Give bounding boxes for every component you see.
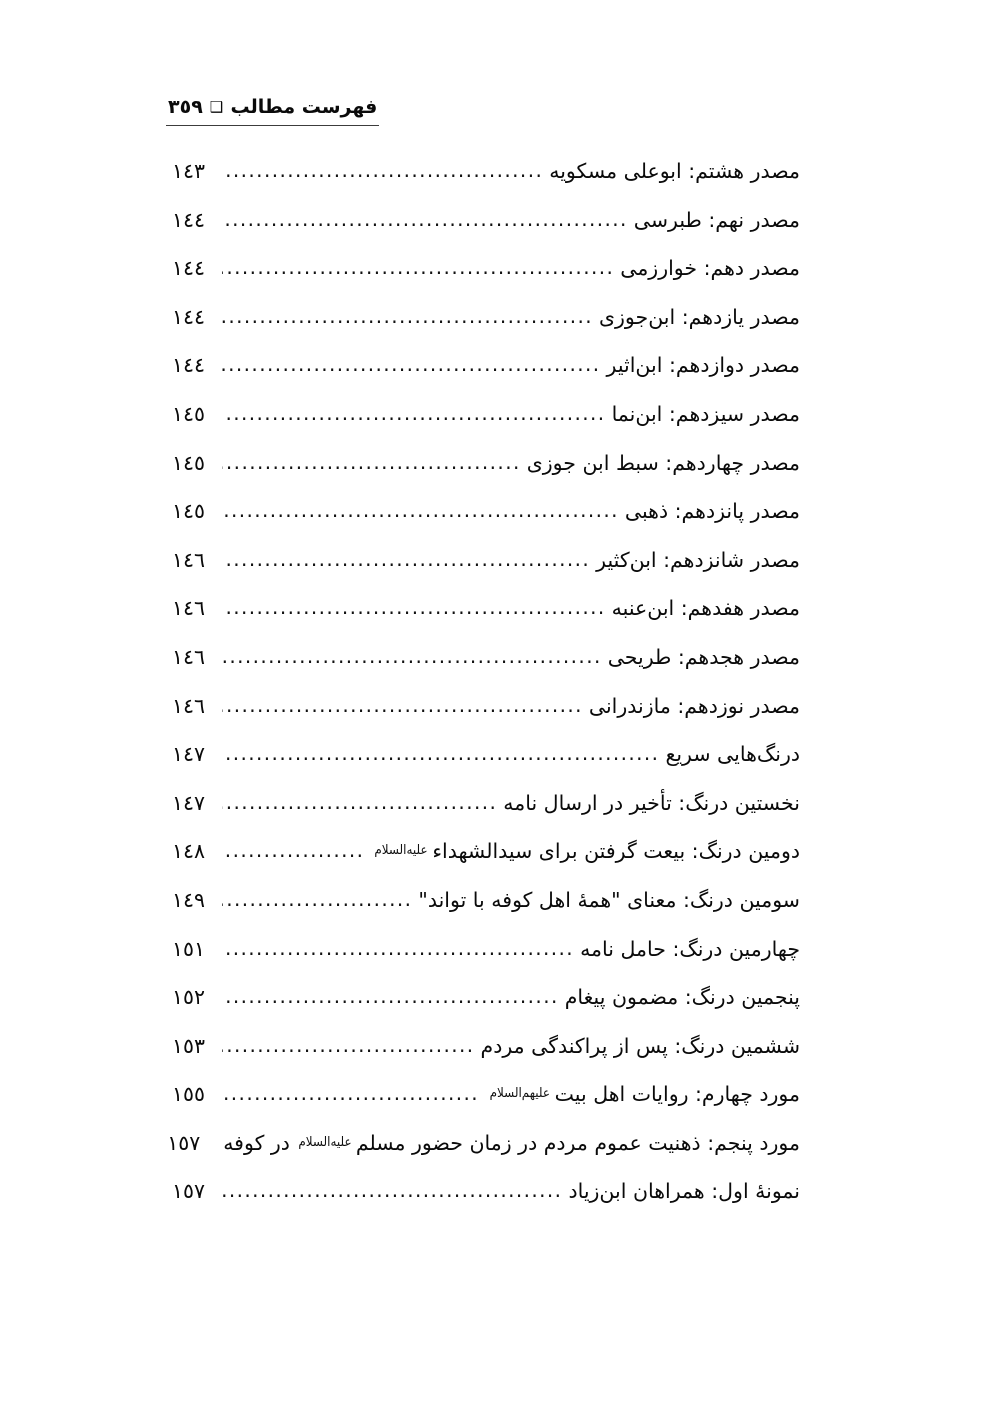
toc-entry-title: چهارمین درنگ: حامل نامه <box>580 936 800 961</box>
toc-dot-leader <box>222 886 412 913</box>
toc-entry-page-number: ١٤٤ <box>172 256 206 281</box>
toc-entry-page-number: ١٤٦ <box>172 644 206 669</box>
toc-entry-title: دومین درنگ: بیعت گرفتن برای سیدالشهداء <box>432 839 800 864</box>
toc-entry[interactable] <box>172 450 800 499</box>
toc-entry-title: مصدر پانزدهم: ذهبی <box>624 499 800 524</box>
honorific-icon: علیه‌السلام <box>298 1134 352 1150</box>
toc-dot-leader <box>222 1177 562 1204</box>
toc-entry-page-number: ١٤٦ <box>172 596 206 621</box>
toc-entry-page-number: ١٤٣ <box>172 159 206 183</box>
toc-dot-leader <box>222 594 606 621</box>
toc-entry-title: مصدر چهاردهم: سبط ابن جوزی <box>526 450 800 475</box>
toc-entry-page-number: ١٤٤ <box>172 353 206 378</box>
toc-entry-title: سومین درنگ: معنای "همهٔ اهل کوفه با تواند" <box>418 887 800 912</box>
toc-entry[interactable] <box>172 352 800 401</box>
toc-entry[interactable] <box>172 547 800 596</box>
toc-entry[interactable] <box>172 304 800 353</box>
toc-entry-page-number: ١٥٥ <box>172 1082 206 1107</box>
toc-entry-title-tail: در کوفه <box>223 1130 290 1155</box>
toc-entry[interactable] <box>172 1081 800 1130</box>
toc-dot-leader <box>222 157 543 184</box>
toc-dot-leader <box>222 789 497 816</box>
toc-entry-title: مورد پنجم: ذهنیت عموم مردم در زمان حضور مسلم <box>355 1130 800 1155</box>
toc-entry-title: مصدر نوزدهم: مازندرانی <box>588 693 800 718</box>
toc-entry[interactable] <box>172 887 800 936</box>
toc-entry-title: نخستین درنگ: تأخیر در ارسال نامه <box>503 790 800 815</box>
table-of-contents <box>167 158 800 1227</box>
toc-entry[interactable] <box>172 790 800 839</box>
toc-entry-page-number: ١٤٥ <box>172 401 206 426</box>
honorific-icon: علیهم‌السلام <box>489 1086 551 1102</box>
toc-dot-leader <box>222 692 583 719</box>
toc-entry-page-number: ١٥٣ <box>172 1033 206 1058</box>
toc-dot-leader <box>222 740 659 767</box>
toc-dot-leader <box>222 1080 479 1107</box>
toc-entry-title: نمونهٔ اول: همراهان ابن‌زیاد <box>568 1179 800 1204</box>
toc-dot-leader <box>222 206 628 233</box>
toc-dot-leader <box>222 400 606 427</box>
toc-entry[interactable] <box>172 644 800 693</box>
toc-entry[interactable] <box>172 936 800 985</box>
toc-entry-title: پنجمین درنگ: مضمون پیغام <box>564 985 800 1010</box>
toc-entry-title: مصدر هفدهم: ابن‌عنبه <box>611 596 800 621</box>
toc-entry[interactable] <box>172 984 800 1033</box>
toc-entry[interactable] <box>172 401 800 450</box>
toc-entry-page-number: ١٤٧ <box>172 742 206 767</box>
toc-entry[interactable] <box>172 498 800 547</box>
toc-entry[interactable] <box>172 595 800 644</box>
toc-entry-page-number: ١٥٧ <box>167 1130 201 1155</box>
toc-entry-title: درنگ‌هایی سریع <box>665 742 800 767</box>
toc-entry[interactable] <box>172 158 800 207</box>
toc-dot-leader <box>222 351 601 378</box>
toc-entry[interactable] <box>172 1178 800 1227</box>
toc-entry[interactable] <box>172 741 800 790</box>
toc-dot-leader <box>222 546 590 573</box>
toc-entry[interactable] <box>172 838 800 887</box>
toc-dot-leader <box>222 935 574 962</box>
toc-dot-leader <box>222 303 593 330</box>
running-head-title: فهرست مطالب <box>230 96 378 118</box>
toc-entry-page-number: ١٥١ <box>172 936 206 961</box>
toc-entry-title: مصدر شانزدهم: ابن‌کثیر <box>596 547 800 572</box>
toc-entry-title: مصدر دوازدهم: ابن‌اثیر <box>606 353 800 378</box>
running-head <box>166 96 826 126</box>
toc-dot-leader <box>222 983 559 1010</box>
toc-entry[interactable] <box>172 1033 800 1082</box>
toc-entry-title: مصدر هجدهم: طریحی <box>607 644 800 669</box>
toc-entry-title: مورد چهارم: روایات اهل بیت <box>554 1082 800 1107</box>
toc-entry[interactable] <box>172 693 800 742</box>
toc-dot-leader <box>222 643 602 670</box>
toc-entry-title: مصدر هشتم: ابوعلی مسکویه <box>549 159 800 183</box>
toc-entry-page-number: ١٤٨ <box>172 839 206 864</box>
toc-dot-leader <box>222 497 619 524</box>
toc-entry-page-number: ١٤٦ <box>172 547 206 572</box>
toc-entry[interactable] <box>172 255 800 304</box>
toc-entry-title: مصدر دهم: خوارزمی <box>620 256 800 281</box>
toc-entry-title: مصدر سیزدهم: ابن‌نما <box>611 401 800 426</box>
toc-dot-leader <box>222 449 521 476</box>
toc-entry-page-number: ١٤٥ <box>172 499 206 524</box>
toc-entry-page-number: ١٤٤ <box>172 304 206 329</box>
square-bullet-icon: ❑ <box>209 98 224 116</box>
toc-dot-leader <box>222 1032 475 1059</box>
toc-dot-leader <box>222 837 364 864</box>
toc-entry[interactable] <box>172 207 800 256</box>
honorific-icon: علیه‌السلام <box>374 843 429 859</box>
toc-entry[interactable] <box>167 1130 800 1179</box>
toc-entry-page-number: ١٥٧ <box>172 1179 206 1204</box>
toc-entry-title: مصدر نهم: طبرسی <box>633 207 800 232</box>
toc-entry-title: ششمین درنگ: پس از پراکندگی مردم <box>480 1033 800 1058</box>
toc-entry-page-number: ١٥٢ <box>172 985 206 1010</box>
toc-dot-leader <box>222 254 614 281</box>
running-head-page-number: ٣٥٩ <box>168 96 203 118</box>
running-head-inner <box>166 96 379 126</box>
toc-entry-page-number: ١٤٦ <box>172 693 206 718</box>
toc-entry-page-number: ١٤٤ <box>172 207 206 232</box>
toc-entry-title: مصدر یازدهم: ابن‌جوزی <box>598 304 800 329</box>
toc-entry-page-number: ١٤٩ <box>172 887 206 912</box>
toc-entry-page-number: ١٤٧ <box>172 790 206 815</box>
toc-entry-page-number: ١٤٥ <box>172 450 206 475</box>
